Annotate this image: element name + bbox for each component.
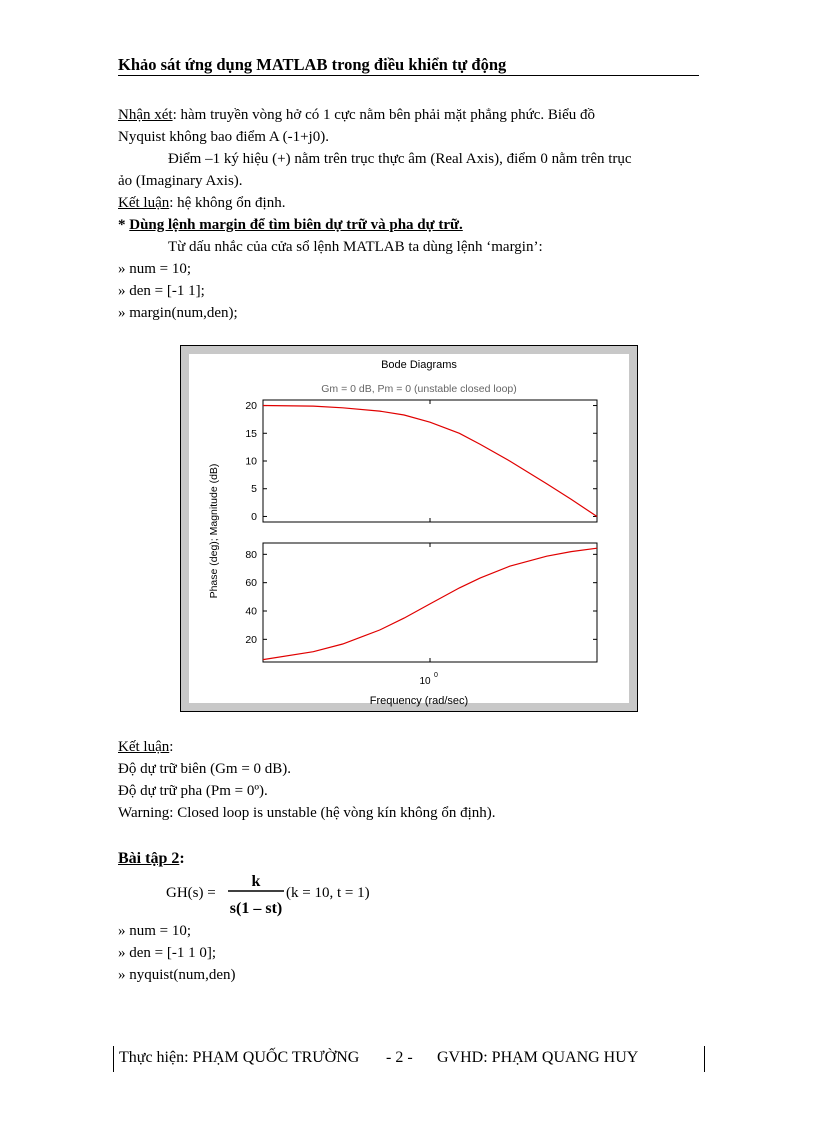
code-line-1: » num = 10;: [118, 261, 192, 277]
header-rule: [118, 75, 699, 76]
gm-line: Độ dự trữ biên (Gm = 0 dB).: [118, 761, 292, 777]
phase-tick-label: 80: [245, 548, 257, 561]
remark-text-4: ảo (Imaginary Axis).: [118, 173, 243, 189]
footer-right-bar: [704, 1046, 705, 1072]
conclusion-line: [118, 192, 285, 214]
conclusion2-label: Kết luận: [118, 739, 170, 755]
footer-page-number: - 2 -: [386, 1049, 413, 1066]
tick-label-x-base: 10: [419, 676, 431, 687]
phase-tick-label: 60: [245, 577, 257, 590]
margin-heading: Dùng lệnh margin để tìm biên dự trữ và pha dự trữ.: [129, 217, 463, 233]
chart-subtitle: Gm = 0 dB, Pm = 0 (unstable closed loop): [321, 383, 517, 395]
margin-heading-line: [118, 214, 463, 236]
phase-tick-label: 40: [245, 605, 257, 618]
exercise-label: Bài tập 2: [118, 850, 180, 867]
conclusion-text: : hệ không ổn định.: [169, 195, 286, 211]
formula-numerator: k: [251, 873, 261, 890]
y-axis-label: Phase (deg); Magnitude (dB): [208, 463, 220, 599]
heading-bullet: *: [118, 217, 130, 233]
remark-text-2: Nyquist không bao điểm A (-1+j0).: [118, 129, 329, 145]
warning-line: Warning: Closed loop is unstable (hệ vòng kín không ổn định).: [118, 805, 496, 821]
conclusion2-line: [118, 736, 173, 758]
magnitude-tick-label: 15: [245, 427, 257, 440]
magnitude-tick-label: 20: [245, 400, 257, 413]
exercise-heading: [118, 848, 185, 870]
transfer-function-formula: [160, 872, 480, 922]
footer-performer: Thực hiện: PHẠM QUỐC TRƯỜNG: [119, 1049, 360, 1066]
conclusion-label: Kết luận: [118, 195, 170, 211]
formula-params: (k = 10, t = 1): [286, 885, 370, 901]
intro-text: Từ dấu nhắc của cửa sổ lệnh MATLAB ta dùng lệnh ‘margin’:: [168, 239, 543, 255]
remark-label: Nhận xét: [118, 107, 173, 123]
magnitude-tick-label: 10: [245, 455, 257, 468]
tick-label-x-exp: 0: [434, 672, 438, 679]
remark-paragraph-line1: [118, 104, 595, 126]
magnitude-tick-label: 5: [251, 483, 257, 496]
code-line-4: » num = 10;: [118, 923, 192, 939]
exercise-colon: :: [179, 850, 185, 867]
bode-chart: [181, 346, 637, 711]
formula-svg: [160, 872, 480, 922]
chart-title: Bode Diagrams: [381, 359, 457, 371]
remark-text-1: : hàm truyền vòng hở có 1 cực nằm bên phải mặt phẳng phức. Biểu đồ: [172, 107, 596, 123]
code-line-2: » den = [-1 1];: [118, 283, 205, 299]
pm-line: Độ dự trữ pha (Pm = 0º).: [118, 783, 268, 799]
formula-denominator: s(1 – st): [229, 900, 283, 917]
remark-text-3: Điểm –1 ký hiệu (+) nằm trên trục thực âm (Real Axis), điểm 0 nằm trên trục: [168, 151, 632, 167]
formula-lhs: GH(s) =: [166, 885, 216, 901]
footer-advisor: GVHD: PHẠM QUANG HUY: [437, 1049, 639, 1066]
x-axis-label: Frequency (rad/sec): [369, 695, 469, 707]
code-line-3: » margin(num,den);: [118, 305, 238, 321]
phase-tick-label: 20: [245, 633, 257, 646]
running-header: Khảo sát ứng dụng MATLAB trong điều khiển tự động: [118, 55, 507, 74]
code-line-5: » den = [-1 1 0];: [118, 945, 217, 961]
bode-figure: [180, 345, 638, 712]
code-line-6: » nyquist(num,den): [118, 967, 236, 983]
conclusion2-colon: :: [169, 739, 174, 755]
footer-left-bar: [113, 1046, 114, 1072]
magnitude-tick-label: 0: [251, 510, 257, 523]
